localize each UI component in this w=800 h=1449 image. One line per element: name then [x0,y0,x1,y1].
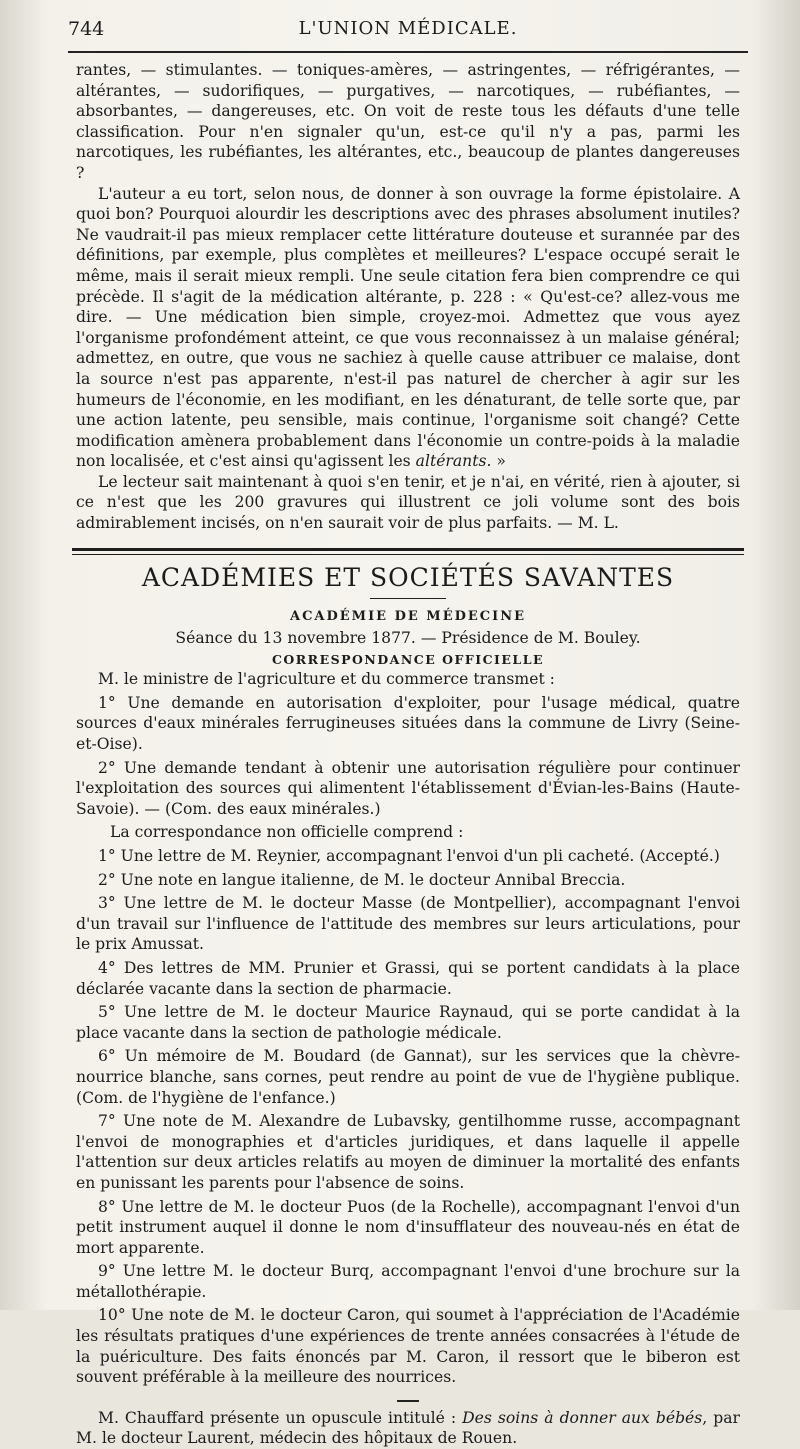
review-italic-term: altérants. [415,452,492,471]
title-rule [370,598,446,599]
unofficial-item-8: 8° Une lettre de M. le docteur Puos (de la Rochelle), accompagnant l'envoi d'un petit instrument auquel il donne le nom d'insufflateur des nouveau-nés en état de mort apparente. [76,1197,740,1257]
book-review [76,60,740,534]
page-number: 744 [68,18,105,40]
unofficial-item-5: 5° Une lettre de M. le docteur Maurice Raynaud, qui se porte candidat à la place vacante dans la section de pathologie médicale. [76,1003,740,1042]
unofficial-item-7: 7° Une note de M. Alexandre de Lubavsky, gentilhomme russe, accompagnant l'envoi de monographies et d'articles juridiques, et dans laquelle il appelle l'attention sur deux articles relatifs au moyen de diminuer la mortalité des enfants en punissant les parents pour l'absence de soins. [76,1112,740,1192]
final-paragraph [76,1408,740,1449]
unofficial-item-6: 6° Un mémoire de M. Boudard (de Gannat), sur les services que la chèvre-nourrice blanche, sans cornes, peut rendre au point de vue de l'hygiène publique. (Com. de l'hygiène de l'enfance.) [76,1047,740,1107]
session-line: Séance du 13 novembre 1877. — Présidence de M. Bouley. [175,628,641,647]
section-separator [72,548,744,555]
minister-intro: M. le ministre de l'agriculture et du commerce transmet : [98,670,555,689]
section-title: ACADÉMIES ET SOCIÉTÉS SAVANTES [141,562,675,592]
header-rule [68,51,748,53]
unofficial-item-2: 2° Une note en langue italienne, de M. le docteur Annibal Breccia. [98,870,626,889]
publication-title: Des soins à donner aux bébés [462,1408,703,1427]
unofficial-intro: La correspondance non officielle comprend : [110,823,464,842]
official-item-1: 1° Une demande en autorisation d'exploiter, pour l'usage médical, quatre sources d'eaux minérales ferrugineuses situées dans la commune de Livry (Seine-et-Oise). [76,693,740,754]
page-header [68,14,740,54]
unofficial-item-4: 4° Des lettres de MM. Prunier et Grassi, qui se portent candidats à la place déclarée vacante dans la section de pharmacie. [76,958,740,998]
official-item-2: 2° Une demande tendant à obtenir une autorisation régulière pour continuer l'exploitation des sources qui alimentent l'établissement d'Évian-les-Bains (Haute-Savoie). — (Com. des eaux minérales.) [76,758,740,818]
final-text-b: , par M. le docteur Laurent, médecin des hôpitaux de Rouen. [76,1408,740,1448]
page-content [68,14,740,1449]
running-title: L'UNION MÉDICALE. [298,18,518,39]
official-correspondence-heading: CORRESPONDANCE OFFICIELLE [271,652,545,668]
final-text-a: M. Chauffard présente un opuscule intitulé : [98,1408,463,1427]
review-paragraph-2-text: L'auteur a eu tort, selon nous, de donner à son ouvrage la forme épistolaire. A quoi bon? Pourquoi alourdir les descriptions avec des phrases absolument inutiles? Ne vaudrait-il pas mieux remplacer cette littérature douteuse et surannée par des définitions, par exemple, plus complètes et meilleures? L'espace occupé serait le même, mais il serait mieux rempli. Une seule citation fera bien comprendre ce qui précède. Il s'agit de la médication altérante, p. 228 : « Qu'est-ce? allez-vous me dire. — Une médication bien simple, croyez-moi. Admettez que vous ayez l'organisme profondément atteint, ce que vous reconnaissez à un malaise général; admettez, en outre, que vous ne sachiez à quelle cause attribuer ce malaise, dont la source n'est pas apparente, n'est-il pas naturel de chercher à agir sur les humeurs de l'économie, en les modifiant, en les dénaturant, de telle sorte que, par une action latente, peu sensible, mais continue, l'organisme soit changé? Cette modification amènera probablement dans l'économie un contre-poids à la maladie non localisée, et c'est ainsi qu'agissent les [76,184,740,471]
review-paragraph-3: Le lecteur sait maintenant à quoi s'en tenir, et je n'ai, en vérité, rien à ajouter, si ce n'est que les 200 gravures qui illustrent ce joli volume sont des bois admirablement incisés, on n'en saurait voir de plus parfaits. — M. L. [76,472,740,533]
unofficial-item-10: 10° Une note de M. le docteur Caron, qui soumet à l'appréciation de l'Académie les résultats pratiques d'une expériences de trente années consacrées à l'étude de la puériculture. Des faits énoncés par M. Caron, il ressort que le biberon est souvent préférable à la meilleure des nourrices. [76,1306,740,1387]
academy-heading: ACADÉMIE DE MÉDECINE [289,608,526,624]
unofficial-item-9: 9° Une lettre M. le docteur Burq, accompagnant l'envoi d'une brochure sur la métallothérapie. [76,1262,740,1301]
review-paragraph-2 [76,184,740,472]
review-paragraph-1: rantes, — stimulantes. — toniques-amères, — astringentes, — réfrigérantes, — altérantes, — sudorifiques, — purgatives, — narcotiques, — rubéfiantes, — absorbantes, — dangereuses, etc. On voit de reste tous les défauts d'une telle classification. Pour n'en signaler qu'un, est-ce qu'il n'y a pas, parmi les narcotiques, les rubéfiantes, les altérantes, etc., beaucoup de plantes dangereuses ? [76,61,740,182]
unofficial-item-1: 1° Une lettre de M. Reynier, accompagnant l'envoi d'un pli cacheté. (Accepté.) [98,847,720,865]
small-separator [397,1400,419,1402]
unofficial-item-3: 3° Une lettre de M. le docteur Masse (de Montpellier), accompagnant l'envoi d'un travail sur l'influence de l'attitude des membres sur leurs articulations, pour le prix Amussat. [76,894,740,954]
review-quote-close: » [491,452,506,471]
